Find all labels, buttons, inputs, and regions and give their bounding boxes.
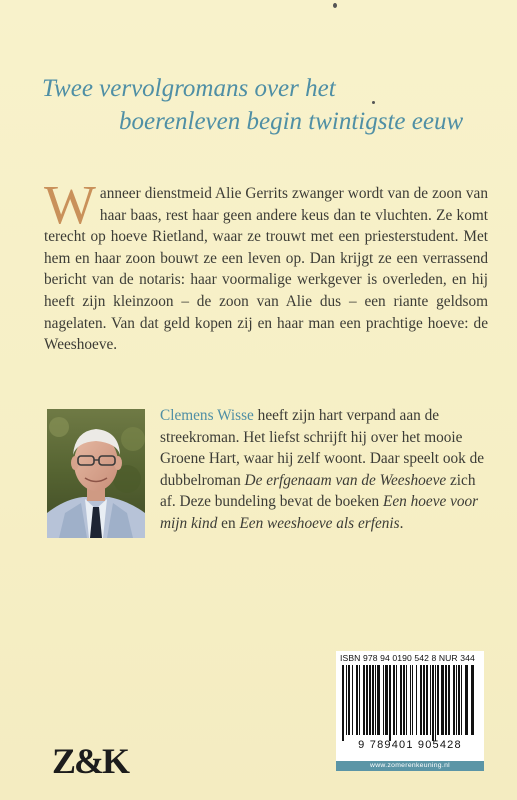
barcode-bar xyxy=(416,665,417,735)
barcode-bar xyxy=(363,665,365,735)
barcode-bar xyxy=(423,665,425,735)
publisher-logo-text: Z&K xyxy=(52,742,129,780)
barcode-bar xyxy=(458,665,460,735)
barcode-bar xyxy=(420,665,422,735)
barcode-bar xyxy=(396,665,397,735)
barcode-bar xyxy=(372,665,374,735)
barcode-bar xyxy=(406,665,407,735)
barcode-bar xyxy=(356,665,358,735)
barcode-bar xyxy=(393,665,395,735)
barcode-bar xyxy=(437,665,439,735)
barcode-bar xyxy=(465,665,468,735)
barcode-bar xyxy=(453,665,455,735)
barcode-bar xyxy=(435,665,436,741)
book-title-2: Een hoeve voor mijn kind xyxy=(160,493,479,532)
book-title-3: Een weeshoeve als erfenis xyxy=(239,514,400,532)
author-bio-part-1: heeft zijn hart verpand aan de streekroman. Het liefst schrijft hij over het mooie Groene Hart, waar hij zelf woont. Daar speelt ook de dubbelroman xyxy=(160,407,485,489)
barcode-bar xyxy=(385,665,388,735)
intro-paragraph xyxy=(44,174,488,356)
barcode-bar xyxy=(369,665,371,735)
barcode-bar xyxy=(456,665,457,735)
tagline-line-1: Twee vervolgromans over het xyxy=(42,75,336,102)
barcode-number: 9 789401 905428 xyxy=(358,739,462,751)
barcode-bar xyxy=(448,665,450,735)
barcode-bar xyxy=(375,665,376,735)
barcode-bar xyxy=(383,665,384,735)
barcode-bar xyxy=(352,665,353,735)
intro-text xyxy=(44,174,488,356)
barcode-bar xyxy=(471,665,474,735)
barcode-bar xyxy=(348,665,350,735)
publisher-url: www.zomerenkeuning.nl xyxy=(336,761,484,771)
barcode-bar xyxy=(346,665,347,735)
author-portrait-image xyxy=(47,409,145,538)
barcode-bar xyxy=(403,665,405,735)
author-photo xyxy=(47,409,145,538)
barcode-bar xyxy=(441,665,444,735)
barcode-bar xyxy=(342,665,344,741)
barcode-bar xyxy=(445,665,447,735)
author-name: Clemens Wisse xyxy=(160,407,254,424)
barcode-bar xyxy=(461,665,462,735)
drop-cap: W xyxy=(44,174,96,235)
intro-body: anneer dienstmeid Alie Gerrits zwanger wordt van de zoon van haar baas, rest haar geen andere keus dan te vluchten. Ze komt terecht op hoeve Rietland, waar ze trouwt met een priesterstudent. Met hem en haar zoon bouwt ze een leven op. Dan krijgt ze een verrassend bericht van de notaris: haar voormalige werkgever is overleden, en hij heeft zijn kleinzoon – de zoon van Alie dus – een riante geldsom nagelaten. Van dat geld kopen zij en haar man een prachtige hoeve: de Weeshoeve. xyxy=(44,185,488,354)
tagline-line-2: boerenleven begin twintigste eeuw xyxy=(119,108,464,135)
barcode-bar xyxy=(400,665,402,735)
barcode-bar xyxy=(410,665,411,735)
barcode-bars xyxy=(342,665,478,741)
author-bio-part-4: . xyxy=(399,514,404,532)
barcode-bar xyxy=(412,665,413,735)
print-speck xyxy=(333,3,337,8)
isbn-text: ISBN 978 94 0190 542 8 NUR 344 xyxy=(340,653,475,663)
barcode-bar xyxy=(377,665,380,735)
tagline xyxy=(40,72,500,138)
barcode-bar xyxy=(430,665,431,735)
barcode-bar xyxy=(359,665,360,735)
author-bio-paragraph xyxy=(160,405,490,535)
author-bio xyxy=(160,405,490,535)
barcode-bar xyxy=(432,665,434,741)
author-bio-part-3: en xyxy=(217,514,240,532)
book-title-1: De erfgenaam van de Weeshoeve xyxy=(244,471,447,489)
barcode-bar xyxy=(366,665,368,735)
barcode-bar xyxy=(426,665,428,735)
barcode-bar xyxy=(389,665,391,741)
publisher-logo xyxy=(52,742,132,780)
barcode-box xyxy=(336,651,484,770)
author-bio-part-2: zich af. Deze bundeling bevat de boeken xyxy=(160,471,476,511)
